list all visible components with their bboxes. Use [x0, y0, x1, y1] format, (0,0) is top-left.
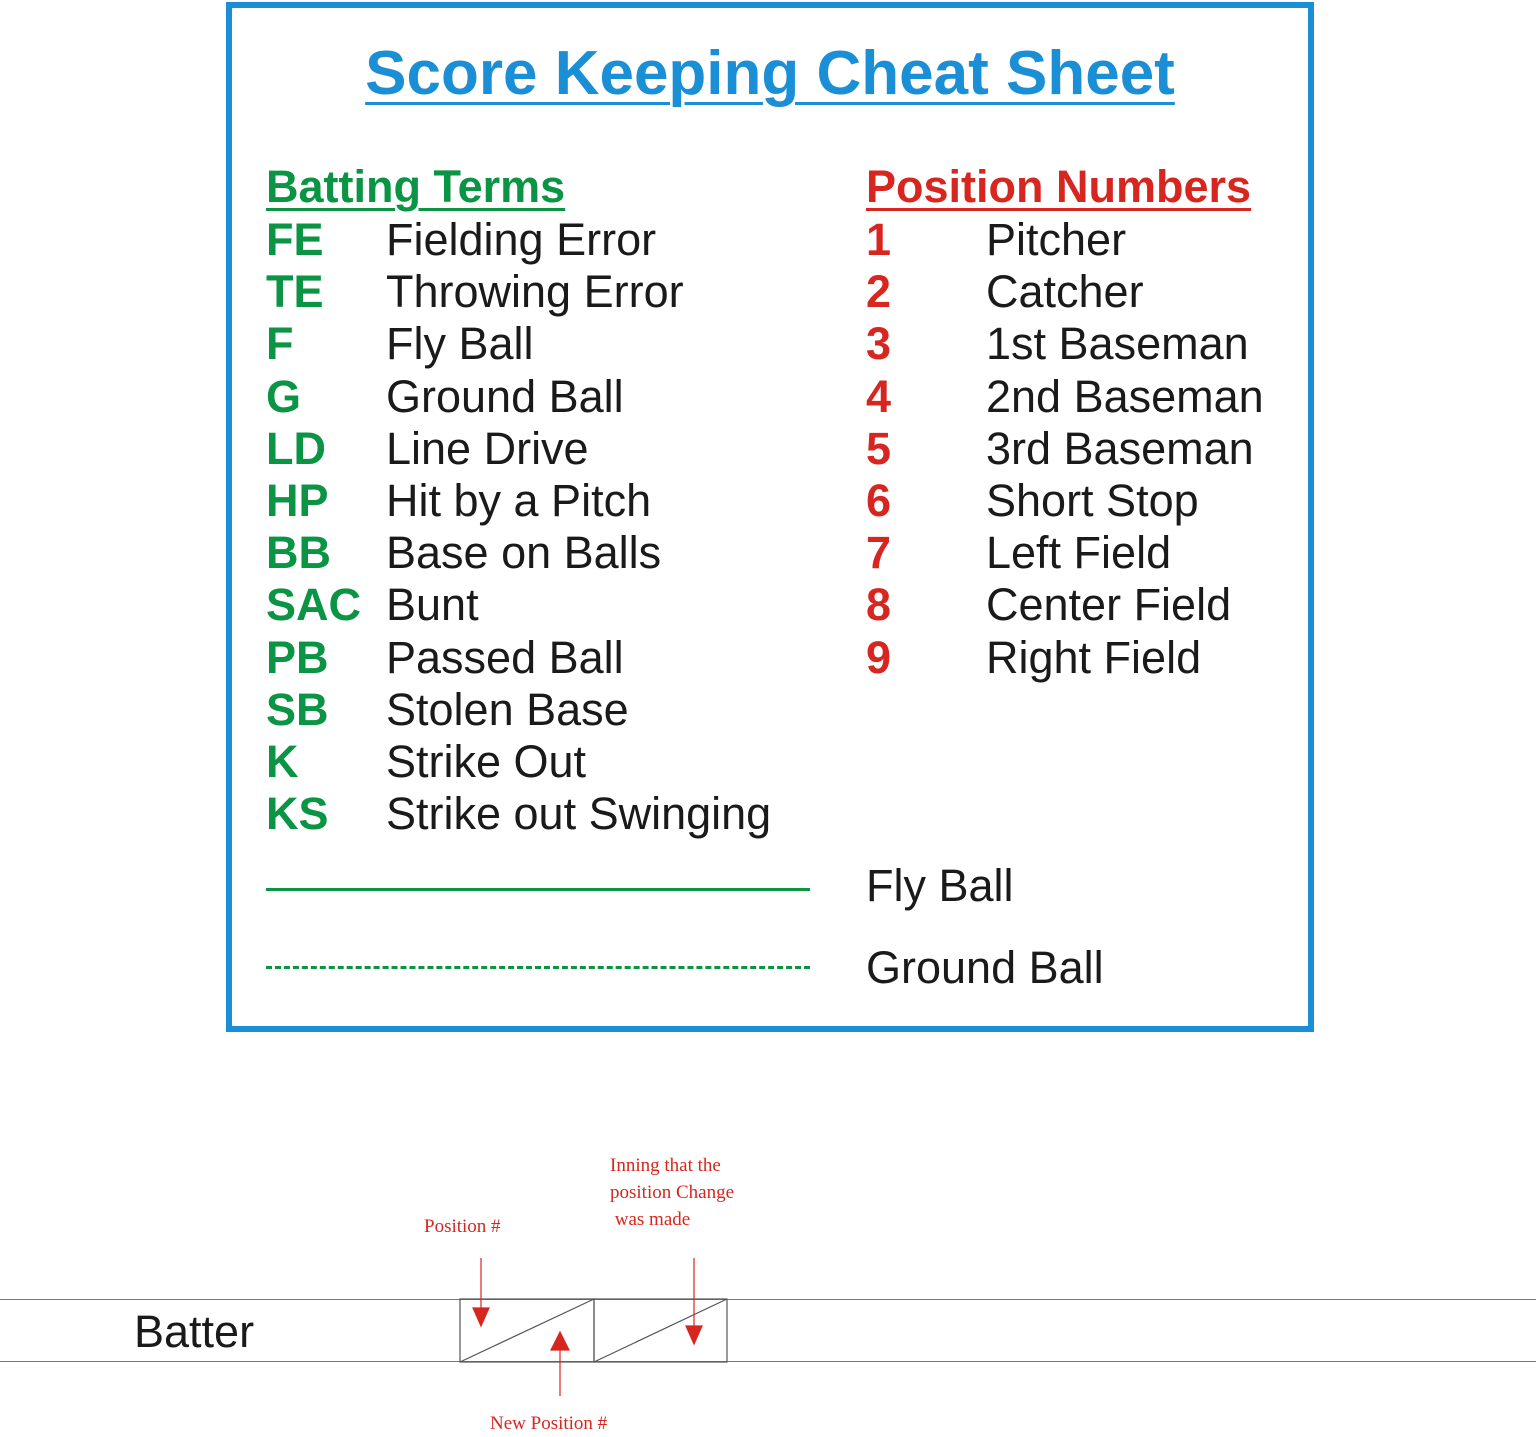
batting-term-abbr: F	[266, 318, 294, 370]
batting-term-abbr: G	[266, 370, 302, 422]
position-number: 5	[866, 422, 892, 474]
position-label: Short Stop	[986, 474, 1199, 526]
batting-term-label: Strike out Swinging	[386, 788, 772, 840]
new-position-annotation: New Position #	[490, 1413, 608, 1434]
batting-term-label: Stolen Base	[386, 683, 629, 735]
batting-term-abbr: HP	[266, 474, 329, 526]
cell-2-diagonal	[594, 1299, 727, 1362]
ground-ball-legend-label: Ground Ball	[866, 942, 1104, 993]
fly-ball-legend-label: Fly Ball	[866, 860, 1014, 911]
inning-change-annotation: Inning that the position Change was made	[610, 1155, 735, 1230]
batting-term-abbr: TE	[266, 266, 324, 318]
position-arrow-head	[473, 1308, 489, 1326]
position-number: 1	[866, 214, 892, 265]
position-number-annotation: Position #	[424, 1216, 501, 1237]
batting-term-label: Throwing Error	[386, 266, 684, 318]
batting-term-abbr: LD	[266, 422, 326, 474]
batting-term-abbr: FE	[266, 214, 324, 265]
position-label: Center Field	[986, 579, 1232, 631]
page-title: Score Keeping Cheat Sheet	[365, 39, 1175, 108]
position-label: Left Field	[986, 527, 1172, 579]
batting-term-label: Line Drive	[386, 422, 589, 474]
position-label: 2nd Baseman	[986, 370, 1264, 422]
batting-terms-heading: Batting Terms	[266, 161, 566, 212]
scorecard-cells	[460, 1299, 727, 1362]
batting-term-label: Hit by a Pitch	[386, 474, 652, 526]
position-numbers-heading: Position Numbers	[866, 161, 1252, 212]
position-label: Catcher	[986, 266, 1144, 318]
position-number: 8	[866, 579, 892, 631]
position-label: 3rd Baseman	[986, 422, 1254, 474]
new-position-arrow-head	[551, 1332, 569, 1350]
position-number: 7	[866, 527, 892, 579]
batter-label: Batter	[134, 1306, 255, 1357]
batting-term-abbr: K	[266, 735, 299, 787]
position-number: 9	[866, 631, 892, 683]
position-label: Right Field	[986, 631, 1202, 683]
batting-term-label: Strike Out	[386, 735, 587, 787]
batting-term-abbr: SAC	[266, 579, 362, 631]
position-number: 4	[866, 370, 892, 422]
position-label: Pitcher	[986, 214, 1127, 265]
inning-arrow-head	[686, 1326, 702, 1344]
position-number: 3	[866, 318, 892, 370]
batting-term-label: Fielding Error	[386, 214, 657, 265]
batting-term-abbr: SB	[266, 683, 329, 735]
batting-term-label: Base on Balls	[386, 527, 662, 579]
batting-term-label: Fly Ball	[386, 318, 534, 370]
position-label: 1st Baseman	[986, 318, 1249, 370]
batting-term-label: Bunt	[386, 579, 479, 631]
position-number: 6	[866, 474, 892, 526]
batting-term-abbr: KS	[266, 788, 329, 840]
position-number: 2	[866, 266, 892, 318]
batting-term-label: Passed Ball	[386, 631, 624, 683]
batting-term-label: Ground Ball	[386, 370, 624, 422]
batting-term-abbr: PB	[266, 631, 329, 683]
batting-term-abbr: BB	[266, 527, 331, 579]
